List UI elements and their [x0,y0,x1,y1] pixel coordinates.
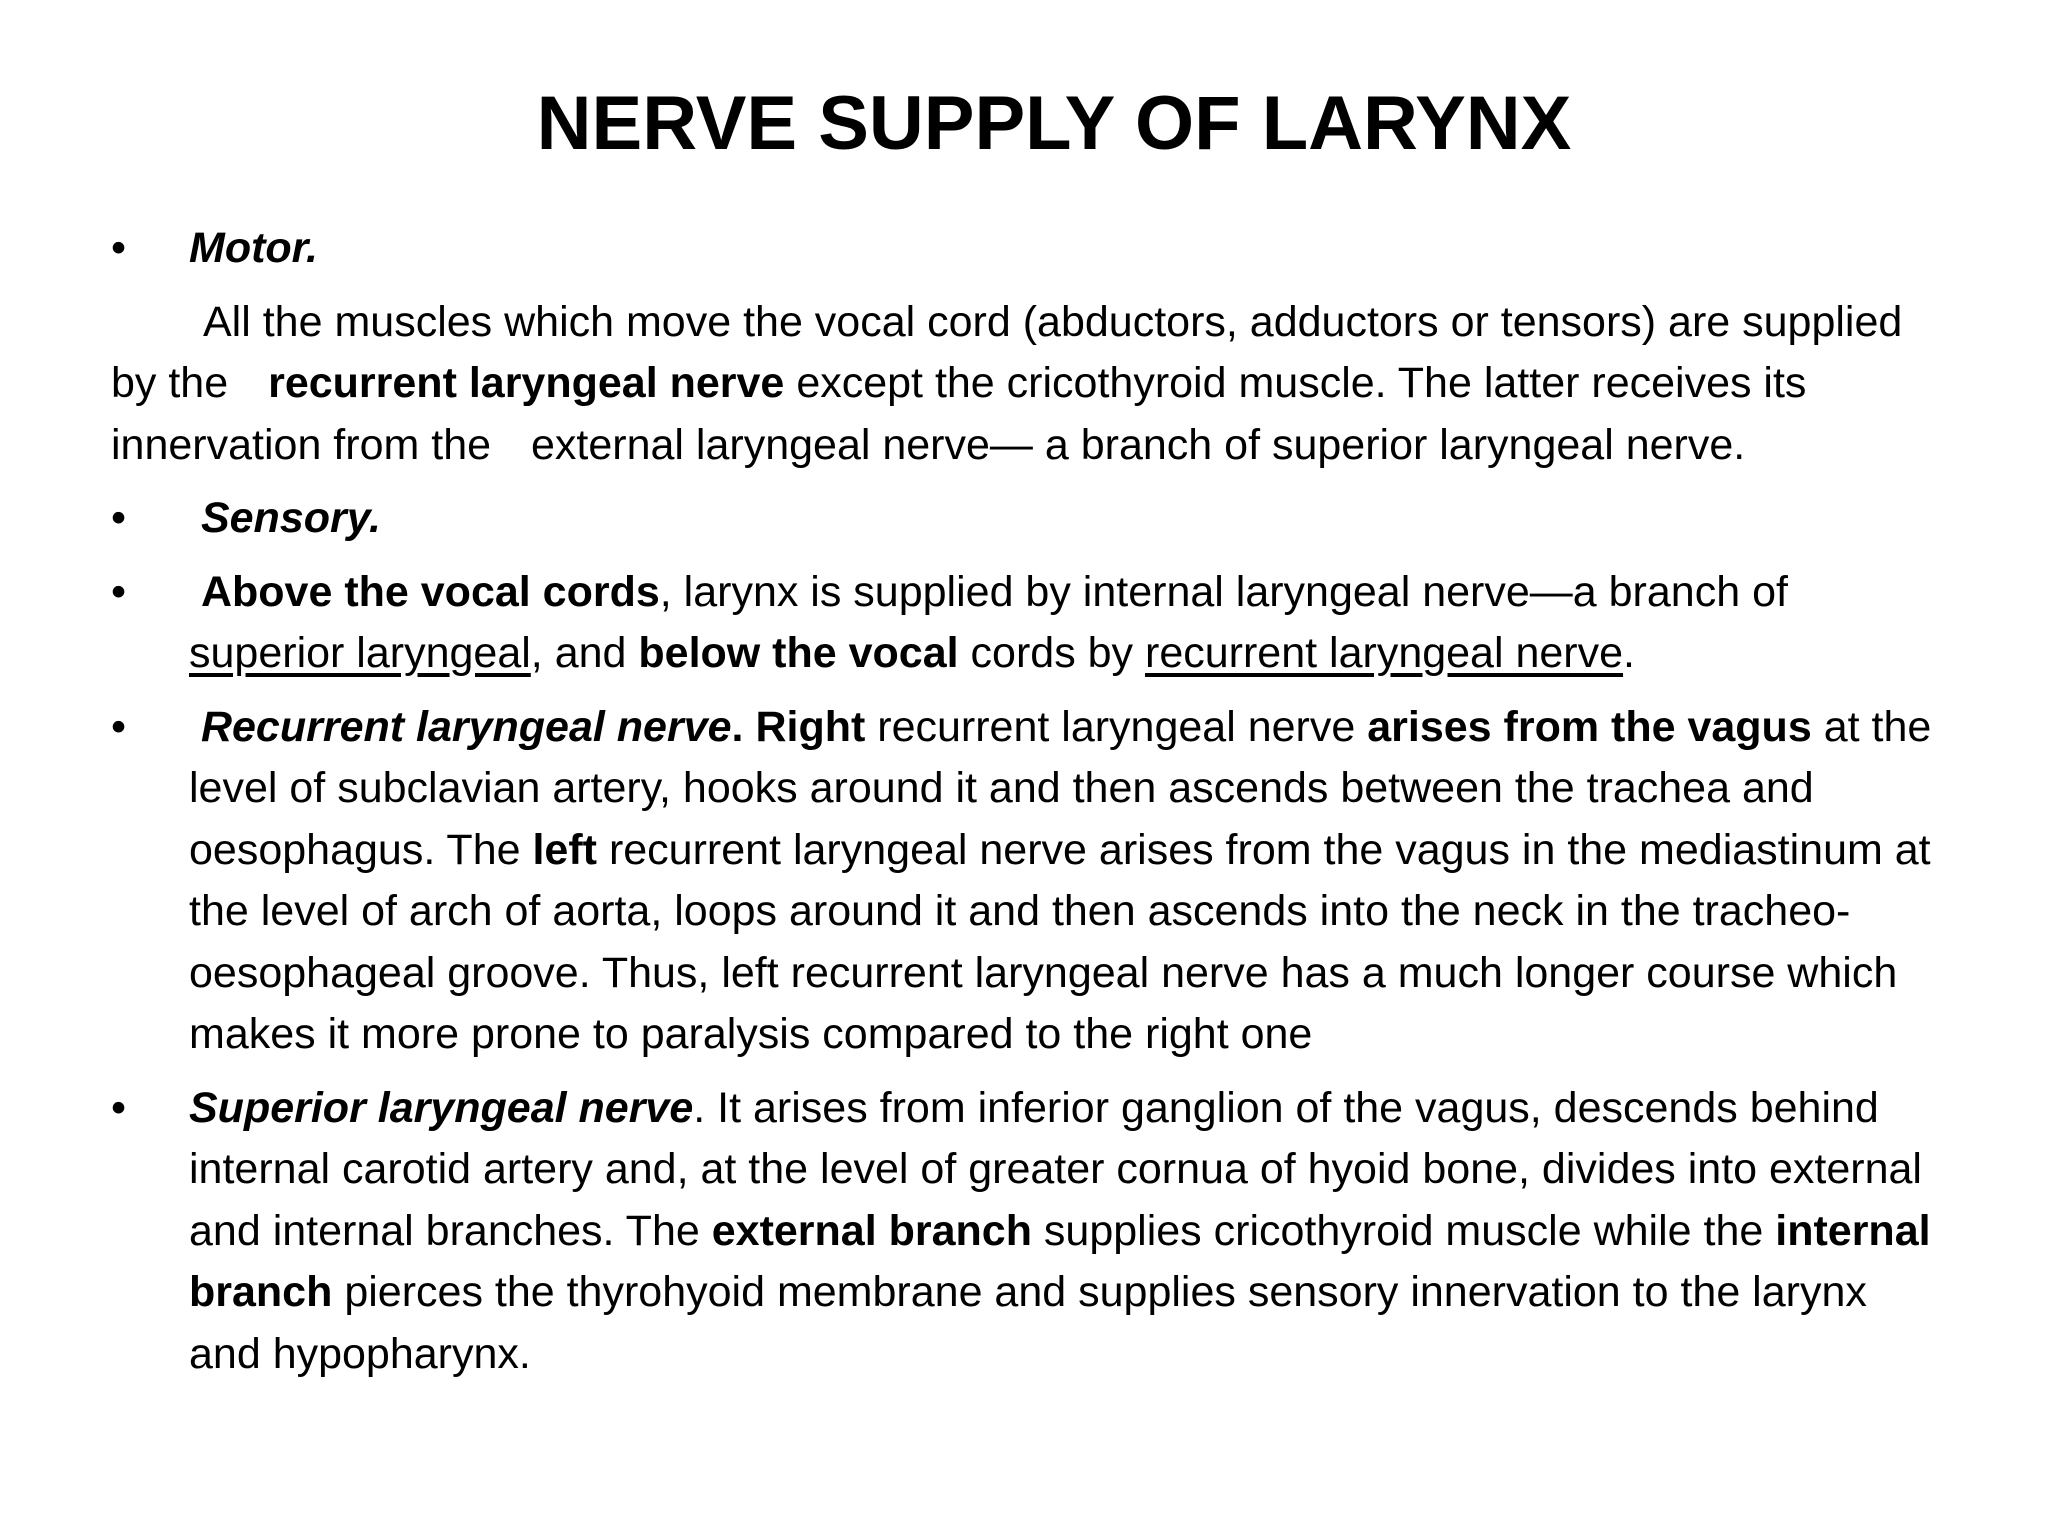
recurrent-text-3: recurrent laryngeal nerve arises from the vagus in the mediastinum at the level of arch of aorta, loops around it and then ascends into the neck in the tracheo-oesophageal groove. Thus, left recurrent laryngeal nerve has a much longer course which makes it more prone to paralysis compared to the right one [189,825,1931,1058]
bullet-above-vocal-cords [111,562,1941,685]
bullet-motor [111,218,1941,280]
recurrent-bold-right: Right [755,702,866,751]
superior-text-1: . It arises from inferior ganglion of the vagus, descends behind internal carotid artery and, at the level of greater cornua of hyoid bone, divides into external and internal branches. The [189,1083,1922,1255]
bullet-dot-icon: • [111,702,127,751]
superior-heading: Superior laryngeal nerve [189,1083,694,1132]
superior-text-2: supplies cricothyroid muscle while the [1043,1206,1764,1255]
recurrent-heading: Recurrent laryngeal nerve [200,702,732,751]
above-text-2: , and [530,629,627,677]
page-title: NERVE SUPPLY OF LARYNX [536,81,1572,166]
motor-paragraph [111,292,1941,477]
above-bold-below: below the vocal [638,629,959,677]
recurrent-bold-left: left [532,825,597,874]
bullet-dot-icon: • [111,567,127,616]
recurrent-text-1: recurrent laryngeal nerve [877,702,1356,751]
superior-text-3: pierces the thyrohyoid membrane and supplies sensory innervation to the larynx and hypopharynx. [189,1268,1867,1378]
recurrent-dot: . [731,702,744,751]
motor-heading: Motor. [189,224,318,272]
recurrent-bold-arises: arises from the vagus [1367,702,1812,751]
bullet-dot-icon: • [111,224,127,272]
above-bold-1: Above the vocal cords [200,567,660,616]
above-text-1: , larynx is supplied by internal laryngeal nerve—a branch of [659,567,1788,616]
sensory-heading: Sensory. [200,494,381,542]
motor-text-3: external laryngeal nerve— a branch of superior laryngeal nerve. [530,420,1746,469]
motor-text-1: All the muscles which move the vocal cord (abductors, adductors or tensors) are supplied by the [111,297,1903,407]
motor-bold-recurrent: recurrent laryngeal nerve [268,359,785,407]
above-text-4: . [1623,629,1635,677]
recurrent-text-2: at the level of subclavian artery, hooks around it and then ascends between the trachea and oesophagus. The [189,702,1932,874]
superior-bold-internal: internal branch [189,1206,1931,1316]
bullet-sensory [111,488,1941,550]
bullet-superior [111,1078,1941,1386]
above-text-3: cords by [970,629,1134,677]
above-underline-superior: superior laryngeal [189,629,531,677]
slide-body [111,218,1941,1397]
bullet-dot-icon: • [111,494,127,542]
motor-text-2: except the cricothyroid muscle. The latter receives its innervation from the [111,359,1807,469]
superior-bold-external: external branch [711,1206,1032,1255]
above-underline-recurrent: recurrent laryngeal nerve [1145,629,1624,677]
bullet-recurrent [111,697,1941,1066]
bullet-dot-icon: • [111,1083,127,1132]
